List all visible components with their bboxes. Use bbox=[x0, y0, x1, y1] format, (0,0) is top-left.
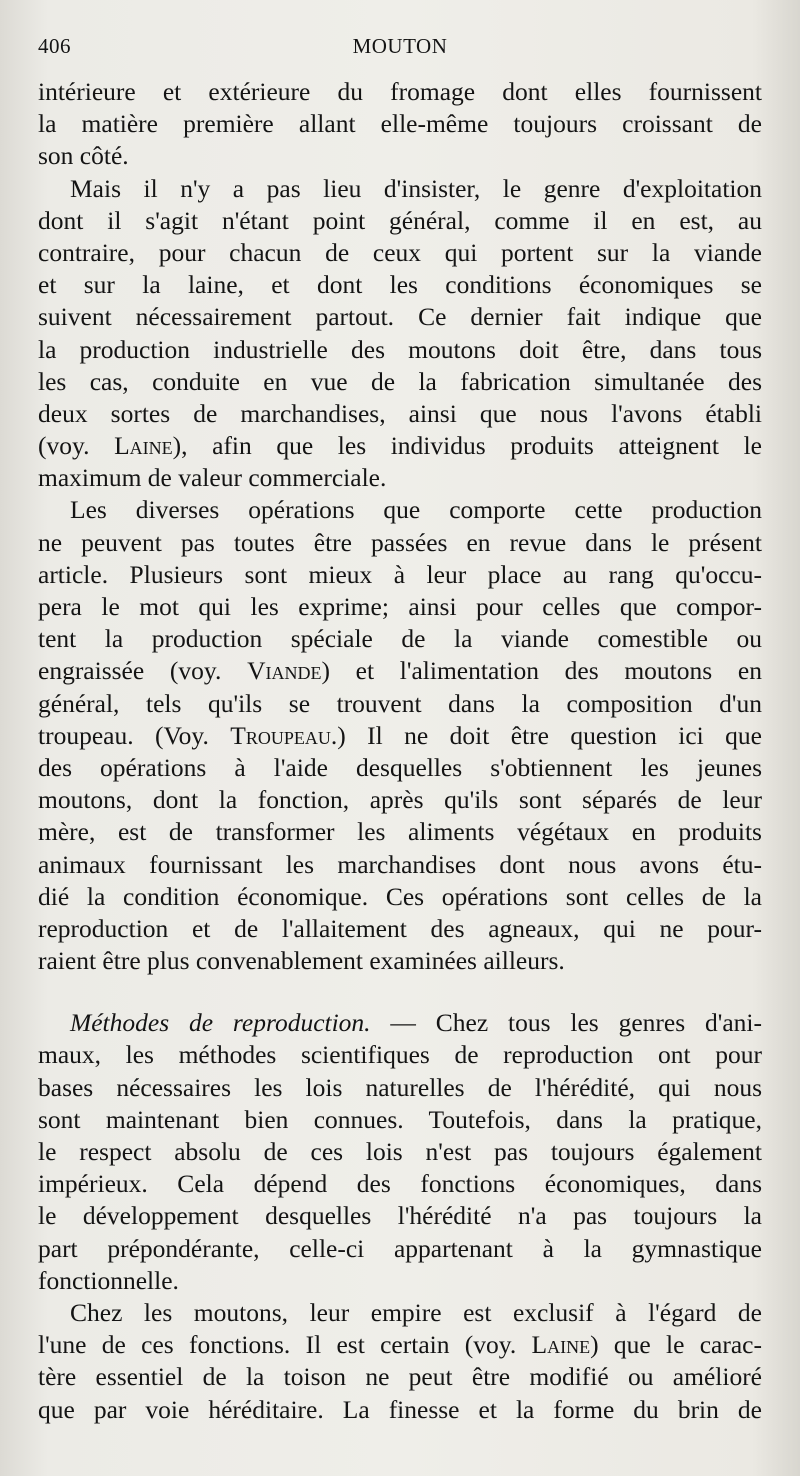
text-line: reproduction et de l'allaitement des agneaux, qui ne pour- bbox=[38, 913, 762, 943]
text-segment: troupeau. (Voy. bbox=[38, 720, 231, 750]
body-text bbox=[38, 76, 762, 1426]
text-line: mère, est de transformer les aliments végétaux en produits bbox=[38, 817, 762, 847]
cross-reference-viande: Viande bbox=[247, 656, 322, 686]
text-line: maximum de valeur commerciale. bbox=[38, 463, 387, 493]
paragraph-methodes-de-reproduction bbox=[38, 1007, 762, 1297]
text-line: général, tels qu'ils se trouvent dans la composition d'un bbox=[38, 688, 762, 718]
text-line: contraire, pour chacun de ceux qui portent sur la viande bbox=[38, 237, 762, 267]
text-segment: l'une de ces fonctions. Il est certain (voy. bbox=[38, 1330, 532, 1360]
running-title: MOUTON bbox=[352, 34, 448, 58]
paragraph-les-diverses-operations bbox=[38, 494, 762, 977]
text-line: article. Plusieurs sont mieux à leur place au rang qu'occu- bbox=[38, 559, 762, 589]
text-line: pera le mot qui les exprime; ainsi pour celles que compor- bbox=[38, 592, 762, 621]
text-line: le respect absolu de ces lois n'est pas toujours également bbox=[38, 1137, 762, 1166]
text-line bbox=[38, 430, 762, 462]
text-line: la matière première allant elle-même toujours croissant de bbox=[38, 109, 762, 139]
text-line: Mais il n'y a pas lieu d'insister, le genre d'exploitation bbox=[70, 173, 762, 203]
paragraph-continuation bbox=[38, 76, 762, 173]
paragraph-mais-il-ny-a-pas bbox=[38, 173, 762, 495]
section-spacer bbox=[38, 977, 762, 1007]
paragraph-chez-les-moutons bbox=[38, 1297, 762, 1426]
cross-reference-laine: Laine bbox=[531, 1330, 591, 1360]
text-line: impérieux. Cela dépend des fonctions économiques, dans bbox=[38, 1169, 762, 1199]
text-line: intérieure et extérieure du fromage dont elles fournissent bbox=[38, 77, 762, 106]
text-line: la production industrielle des moutons doit être, dans tous bbox=[38, 334, 762, 364]
text-line: dié la condition économique. Ces opérations sont celles de la bbox=[38, 881, 762, 911]
text-line: raient être plus convenablement examinées ailleurs. bbox=[38, 946, 565, 976]
text-line: ne peuvent pas toutes être passées en revue dans le présent bbox=[38, 527, 762, 557]
text-line: tent la production spéciale de la viande comestible ou bbox=[38, 624, 762, 654]
text-line: tère essentiel de la toison ne peut être modifié ou amélioré bbox=[38, 1362, 762, 1392]
text-line bbox=[38, 1007, 762, 1039]
text-line: part prépondérante, celle-ci appartenant à la gymnastique bbox=[38, 1233, 762, 1263]
text-segment: ), afin que les individus produits atteignent le bbox=[172, 431, 762, 461]
cross-reference-laine: Laine bbox=[114, 431, 173, 461]
text-line: sont maintenant bien connues. Toutefois, dans la pratique, bbox=[38, 1104, 762, 1134]
text-segment: (voy. bbox=[38, 431, 115, 461]
text-line: suivent nécessairement partout. Ce dernier fait indique que bbox=[38, 302, 762, 332]
text-line: les cas, conduite en vue de la fabrication simultanée des bbox=[38, 366, 762, 396]
text-line: le développement desquelles l'hérédité n'a pas toujours la bbox=[38, 1201, 762, 1231]
text-line: maux, les méthodes scientifiques de reproduction ont pour bbox=[38, 1040, 762, 1070]
text-segment: engraissée (voy. bbox=[38, 656, 248, 686]
text-line: Les diverses opérations que comporte cette production bbox=[70, 495, 762, 525]
text-line: Chez les moutons, leur empire est exclusif à l'égard de bbox=[70, 1297, 762, 1327]
text-line: bases nécessaires les lois naturelles de l'hérédité, qui nous bbox=[38, 1072, 762, 1102]
text-segment: .) Il ne doit être question ici que bbox=[330, 720, 762, 750]
text-line: deux sortes de marchandises, ainsi que nous l'avons établi bbox=[38, 398, 762, 428]
text-line: que par voie héréditaire. La finesse et la forme du brin de bbox=[38, 1394, 762, 1424]
text-line: des opérations à l'aide desquelles s'obtiennent les jeunes bbox=[38, 752, 762, 782]
text-line: moutons, dont la fonction, après qu'ils sont séparés de leur bbox=[38, 785, 762, 815]
text-line: dont il s'agit n'étant point général, comme il en est, au bbox=[38, 205, 762, 235]
text-line bbox=[38, 1329, 762, 1361]
text-line bbox=[38, 720, 762, 752]
text-line: fonctionnelle. bbox=[38, 1265, 179, 1295]
text-segment: — Chez tous les genres d'ani- bbox=[370, 1008, 762, 1038]
text-line: son côté. bbox=[38, 141, 129, 171]
page-header bbox=[38, 30, 762, 62]
text-segment: ) et l'alimentation des moutons en bbox=[321, 656, 762, 686]
text-line: animaux fournissant les marchandises dont nous avons étu- bbox=[38, 849, 762, 879]
section-heading: Méthodes de reproduction. bbox=[70, 1008, 371, 1038]
cross-reference-troupeau: Troupeau bbox=[230, 720, 331, 750]
text-line: et sur la laine, et dont les conditions économiques se bbox=[38, 270, 762, 300]
text-line bbox=[38, 655, 762, 687]
text-segment: ) que le carac- bbox=[590, 1330, 762, 1360]
page-number: 406 bbox=[38, 34, 71, 58]
